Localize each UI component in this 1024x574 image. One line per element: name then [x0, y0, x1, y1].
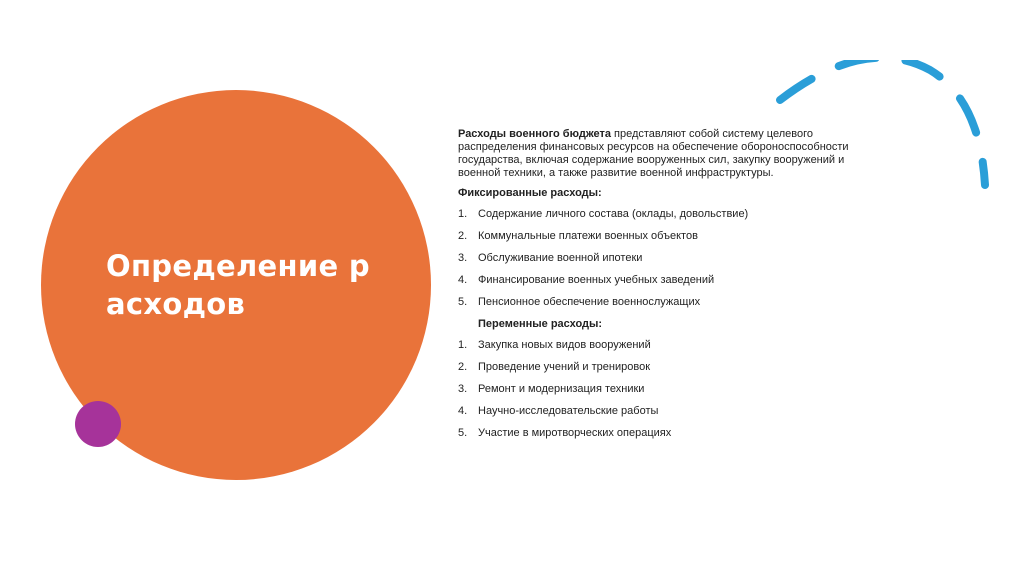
list-item-text: Научно-исследовательские работы [478, 405, 659, 417]
list-item-text: Пенсионное обеспечение военнослужащих [478, 296, 701, 308]
list-item-text: Участие в миротворческих операциях [478, 427, 672, 439]
list-item [458, 252, 888, 265]
list-item [458, 339, 888, 352]
slide-title-line-2: асходов [106, 287, 246, 321]
list-item-text: Ремонт и модернизация техники [478, 383, 645, 395]
variable-expenses-heading: Переменные расходы: [478, 318, 603, 330]
list-item-text: Коммунальные платежи военных объектов [478, 230, 698, 242]
list-item-number: 4. [458, 274, 468, 286]
list-item [458, 296, 888, 309]
list-item-text: Обслуживание военной ипотеки [478, 252, 643, 264]
variable-expenses-list [458, 339, 888, 440]
list-item-text: Закупка новых видов вооружений [478, 339, 651, 351]
intro-bold: Расходы военного бюджета [458, 128, 611, 140]
intro-text: представляют собой систему целевого распределения финансовых ресурсов на обеспечение обороноспособности государства, включая содержание вооруженных сил, закупку вооружений и военной техники, а также развитие военной инфраструктуры. [458, 128, 849, 179]
list-item [458, 383, 888, 396]
list-item-number: 1. [458, 339, 468, 351]
list-item-number: 3. [458, 383, 468, 395]
content-block [458, 128, 888, 449]
list-item-text: Проведение учений и тренировок [478, 361, 651, 373]
list-item-number: 2. [458, 361, 468, 373]
slide-title [106, 247, 386, 323]
list-item [458, 405, 888, 418]
list-item [458, 274, 888, 287]
intro-paragraph [458, 128, 888, 180]
list-item-text: Финансирование военных учебных заведений [478, 274, 715, 286]
list-item [458, 361, 888, 374]
list-item [458, 208, 888, 221]
list-item-number: 4. [458, 405, 468, 417]
list-item-number: 2. [458, 230, 468, 242]
list-item-number: 1. [458, 208, 468, 220]
fixed-expenses-list [458, 208, 888, 309]
list-item-text: Содержание личного состава (оклады, довольствие) [478, 208, 749, 220]
list-item-number: 5. [458, 296, 468, 308]
list-item-number: 3. [458, 252, 468, 264]
list-item-number: 5. [458, 427, 468, 439]
slide-title-line-1: Определение р [106, 249, 370, 283]
list-item [458, 427, 888, 440]
fixed-expenses-heading: Фиксированные расходы: [458, 187, 602, 199]
list-item [458, 230, 888, 243]
purple-circle-decoration [75, 401, 121, 447]
